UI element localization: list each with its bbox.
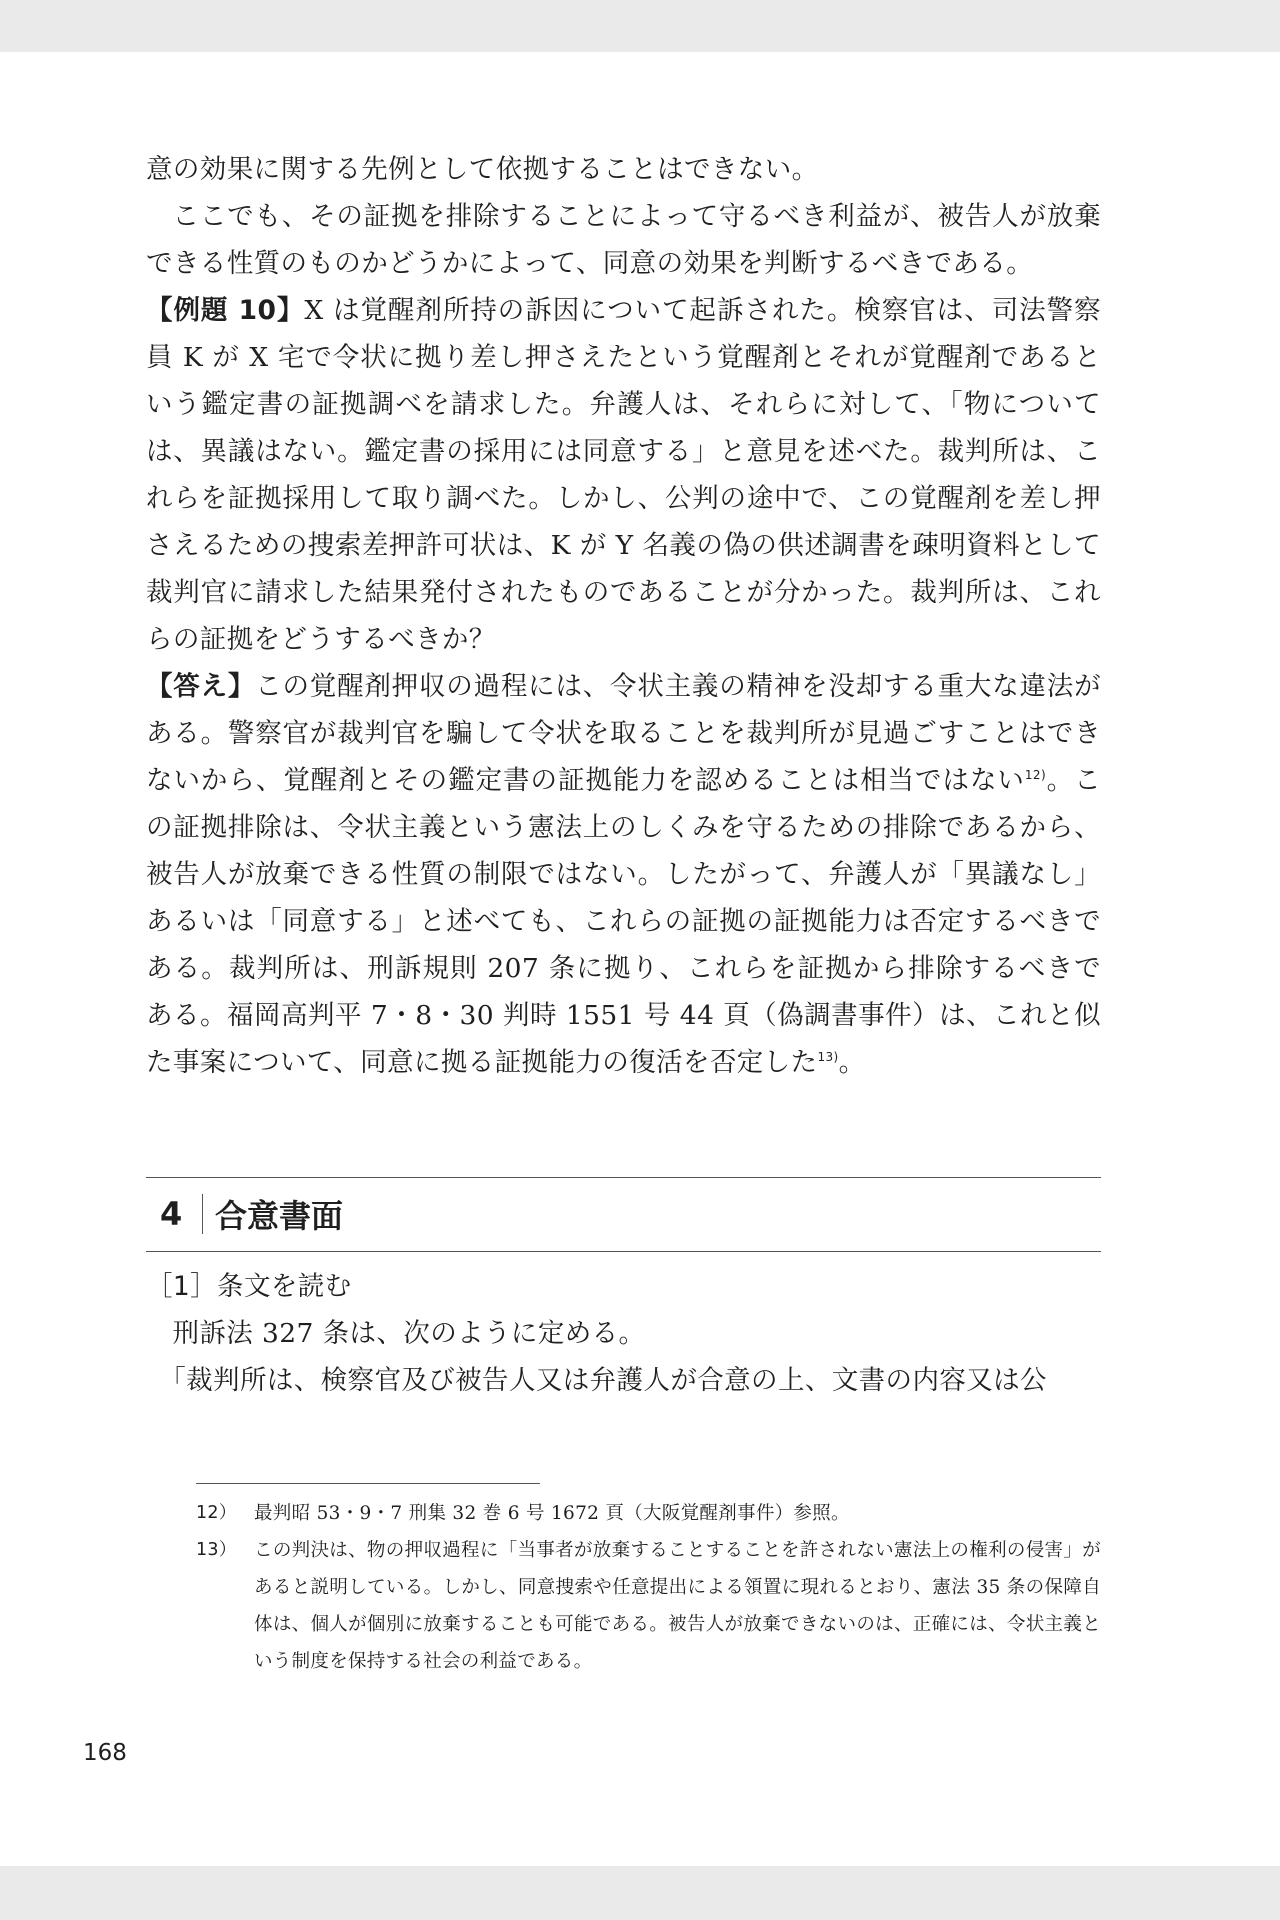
answer-label: 【答え】 (146, 671, 256, 702)
example-text: X は覚醒剤所持の訴因について起訴された。検察官は、司法警察員 K が X 宅で令状に拠り差し押さえたという覚醒剤とそれが覚醒剤であるという鑑定書の証拠調べを請求した。弁護人は、それらに対して、「物については、異議はない。鑑定書の採用には同意する」と意見を述べた。裁判所は、これらを証拠採用して取り調べた。しかし、公判の途中で、この覚醒剤を差し押さえるための捜索差押許可状は、K が Y 名義の偽の供述調書を疎明資料として裁判官に請求した結果発付されたものであることが分かった。裁判所は、これらの証拠をどうするべきか？ (146, 295, 1102, 655)
section-heading (160, 1186, 343, 1242)
subsection-line-2: 「裁判所は、検察官及び被告人又は弁護人が合意の上、文書の内容又は公 (159, 1365, 1047, 1396)
body-text (146, 146, 1101, 1086)
answer-text-3: 。 (838, 1047, 866, 1078)
bottom-margin-band (0, 1866, 1280, 1920)
example-label: 【例題 10】 (146, 295, 305, 326)
footnote-number: 13） (196, 1540, 237, 1560)
example-10 (146, 287, 1101, 663)
section-rule-top (146, 1177, 1101, 1178)
section-title: 合意書面 (215, 1197, 344, 1235)
subsection-line-1: 刑訴法 327 条は、次のように定める。 (172, 1318, 646, 1349)
paragraph-continuation: 意の効果に関する先例として依拠することはできない。 (146, 154, 819, 185)
top-margin-band (0, 0, 1280, 52)
section-rule-bottom (146, 1251, 1101, 1252)
subsection-block (146, 1263, 1101, 1404)
section-number: 4 (160, 1195, 183, 1233)
footnotes (196, 1495, 1101, 1680)
footnote-rule (196, 1483, 540, 1484)
footnote-13 (196, 1532, 1101, 1680)
footnote-ref-12: 12) (1024, 768, 1047, 783)
footnote-number: 12） (196, 1503, 237, 1523)
subsection-title: ［1］条文を読む (146, 1271, 352, 1302)
footnote-text: この判決は、物の押収過程に「当事者が放棄することすることを許されない憲法上の権利の侵害」があると説明している。しかし、同意捜索や任意提出による領置に現れるとおり、憲法 35 条の保障自体は、個人が個別に放棄することも可能である。被告人が放棄できないのは、正確には、令状主義という制度を保持する社会の利益である。 (254, 1540, 1101, 1672)
answer-text-1: この覚醒剤押収の過程には、令状主義の精神を没却する重大な違法がある。警察官が裁判官を騙して令状を取ることを裁判所が見過ごすことはできないから、覚醒剤とその鑑定書の証拠能力を認めることは相当ではない (146, 671, 1101, 796)
page-number: 168 (83, 1740, 127, 1766)
footnote-ref-13: 13) (817, 1050, 839, 1065)
section-divider (202, 1194, 203, 1234)
answer-text-2: 。この証拠排除は、令状主義という憲法上のしくみを守るための排除であるから、被告人が放棄できる性質の制限ではない。したがって、弁護人が「異議なし」あるいは「同意する」と述べても、これらの証拠の証拠能力は否定するべきである。裁判所は、刑訴規則 207 条に拠り、これらを証拠から排除するべきである。福岡高判平 7・8・30 判時 1551 号 44 頁（偽調書事件）は、これと似た事案について、同意に拠る証拠能力の復活を否定した (146, 765, 1101, 1078)
paragraph-principle: ここでも、その証拠を排除することによって守るべき利益が、被告人が放棄できる性質のものかどうかによって、同意の効果を判断するべきである。 (146, 201, 1101, 279)
footnote-text: 最判昭 53・9・7 刑集 32 巻 6 号 1672 頁（大阪覚醒剤事件）参照。 (254, 1503, 850, 1524)
footnote-12 (196, 1495, 1101, 1532)
answer (146, 663, 1101, 1086)
